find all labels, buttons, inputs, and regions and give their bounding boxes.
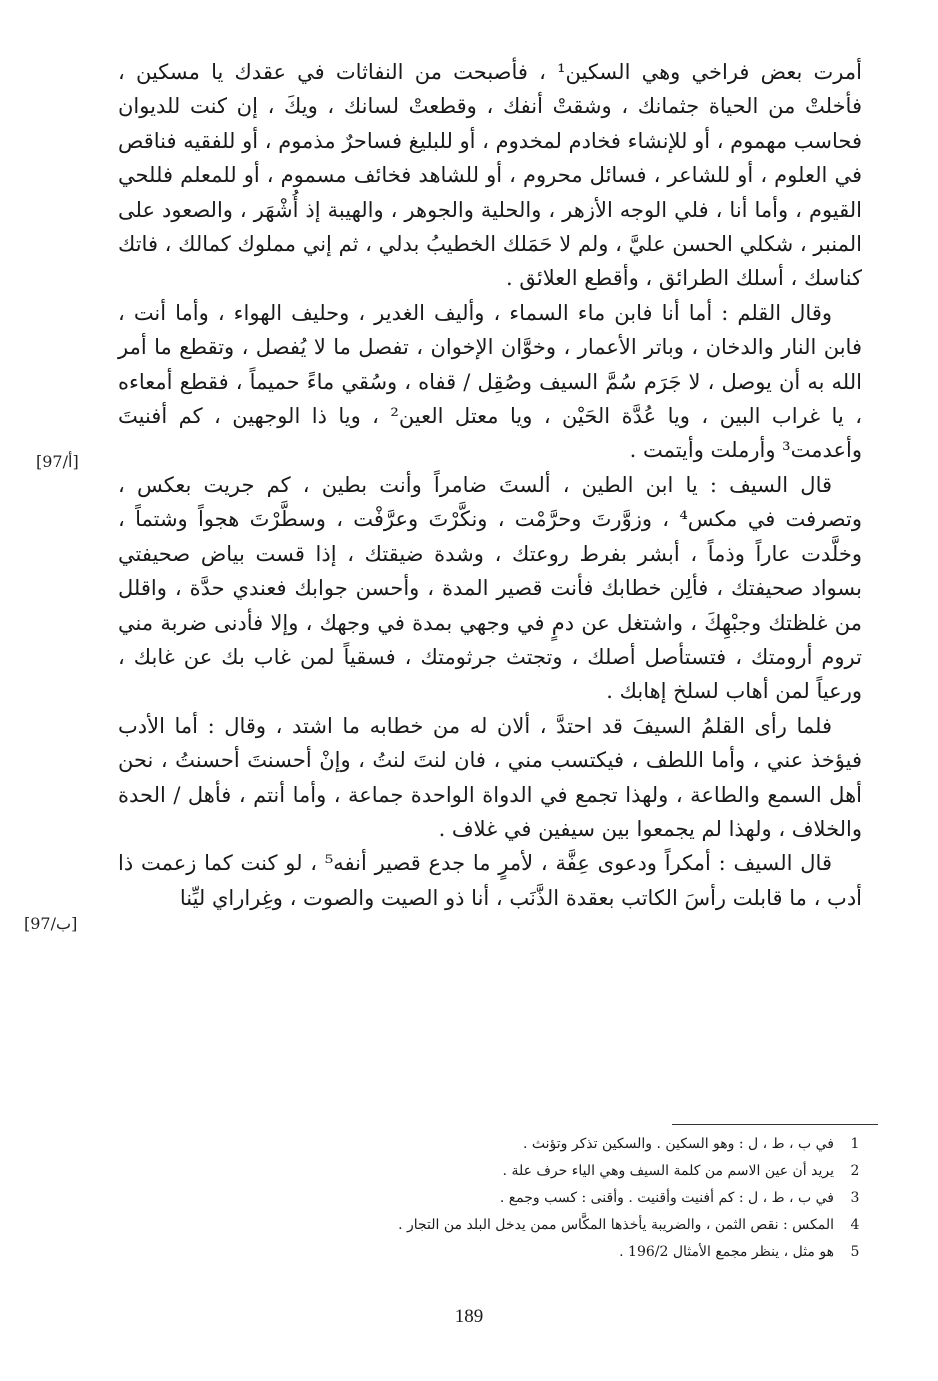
footnote-text: في ب ، ط ، ل : كم أفنيت وأقنيت . وأقنى : كسب وجمع . <box>499 1190 834 1206</box>
footnote <box>118 1212 862 1239</box>
footnote <box>118 1158 862 1185</box>
paragraph-sword-retort: قال السيف : يا ابن الطين ، ألستَ ضامراً وأنت بطين ، كم جريت بعكس ، وتصرفت في مكس⁴ ، وزوَّرتَ وحرَّمْت ، ونكَّرْتَ وعرَّفْت ، وسطَّرْتَ هجواً وشتماً ، وخلَّدت عاراً وذماً ، أبشر بفرط روعتك ، وشدة ضيقتك ، إذا قست بياض صحيفتي بسواد صحيفتك ، فألِن خطابك فأنت قصير المدة ، وأحسن جوابك فعندي حدَّة ، واقلل من غلظتك وجبْهِكَ ، واشتغل عن دمٍ في وجهي بمدة في وجهك ، وإلا فأدنى ضربة مني تروم أرومتك ، فتستأصل أصلك ، وتجتث جرثومتك ، فسقياً لمن غاب بك عن غابك ، ورعياً لمن أهاب لسلخ إهابك . <box>118 472 862 704</box>
footnotes <box>118 1131 862 1266</box>
footnote-text: يريد أن عين الاسم من كلمة السيف وهي الياء حرف علة . <box>502 1163 834 1179</box>
footnote-text: المكس : نقص الثمن ، والضريبة يأخذها المكَّاس ممن يدخل البلد من التجار . <box>398 1217 834 1233</box>
page-number: 189 <box>454 1306 484 1327</box>
footnote-number: 3 <box>850 1190 860 1206</box>
footnote-divider <box>672 1124 878 1125</box>
footnote-number: 2 <box>850 1163 860 1179</box>
main-text <box>118 55 862 915</box>
footnote-text: هو مثل ، ينظر مجمع الأمثال 196/2 . <box>619 1244 834 1260</box>
margin-folio-reference: [97/ب] <box>24 914 78 933</box>
footnote <box>118 1185 862 1212</box>
footnote-number: 1 <box>850 1136 860 1152</box>
paragraph-sword-boast: أمرت بعض فراخي وهي السكين¹ ، فأصبحت من النفاثات في عقدك يا مسكين ، فأخلتْ من الحياة جثمانك ، وشقتْ أنفك ، وقطعتْ لسانك ، ويكَ ، إن كنت للديوان فحاسب مهموم ، أو للإنشاء فخادم لمخدوم ، أو للبليغ فساحرٌ مذموم ، أو للفقيه فناقص في العلوم ، أو للشاعر ، فسائل محروم ، أو للشاهد فخائف مسموم ، أو للمعلم فللحي القيوم ، وأما أنا ، فلي الوجه الأزهر ، والحلية والجوهر ، والهيبة إذ أُشْهَر ، والصعود على المنبر ، شكلي الحسن عليَّ ، ولم لا حَمَلك الخطيبُ بدلي ، ثم إني مملوك كمالك ، فاتك كناسك ، أسلك الطرائق ، وأقطع العلائق . <box>118 60 862 291</box>
footnote <box>118 1131 862 1158</box>
footnote-text: في ب ، ط ، ل : وهو السكين . والسكين تذكر وتؤنث . <box>523 1136 834 1152</box>
paragraph-pen-reply: وقال القلم : أما أنا فابن ماء السماء ، وأليف الغدير ، وحليف الهواء ، وأما أنت ، فابن النار والدخان ، وباتر الأعمار ، وخوَّان الإخوان ، تفصل ما لا يُفصل ، وتقطع ما أمر الله به أن يوصل ، لا جَرَم سُمَّ السيف وصُقِل / قفاه ، وسُقي ماءً حميماً ، فقطع أمعاءه ، يا غراب البين ، ويا عُدَّة الحَيْن ، ويا معتل العين² ، ويا ذا الوجهين ، كم أفنيتَ وأعدمت³ وأرملت وأيتمت . <box>118 300 862 463</box>
paragraph-pen-softens: فلما رأى القلمُ السيفَ قد احتدَّ ، ألان له من خطابه ما اشتد ، وقال : أما الأدب فيؤخذ عني ، وأما اللطف ، فيكتسب مني ، فان لنتَ لنتُ ، وإنْ أحسنتَ أحسنتُ ، نحن أهل السمع والطاعة ، ولهذا تجمع في الدواة الواحدة جماعة ، وأما أنتم ، فأهل / الحدة والخلاف ، ولهذا لم يجمعوا بين سيفين في غلاف . <box>118 713 862 841</box>
footnote-number: 5 <box>850 1244 860 1260</box>
paragraph-sword-final: قال السيف : أمكراً ودعوى عِفَّة ، لأمرٍ ما جدع قصير أنفه⁵ ، لو كنت كما زعمت ذا أدب ، ما قابلت رأسَ الكاتب بعقدة الذَّنَب ، أنا ذو الصيت والصوت ، وغِراراي ليِّنا <box>118 851 862 910</box>
margin-folio-reference: [97/أ] <box>36 452 79 471</box>
footnote-number: 4 <box>850 1217 860 1233</box>
footnote <box>118 1239 862 1266</box>
